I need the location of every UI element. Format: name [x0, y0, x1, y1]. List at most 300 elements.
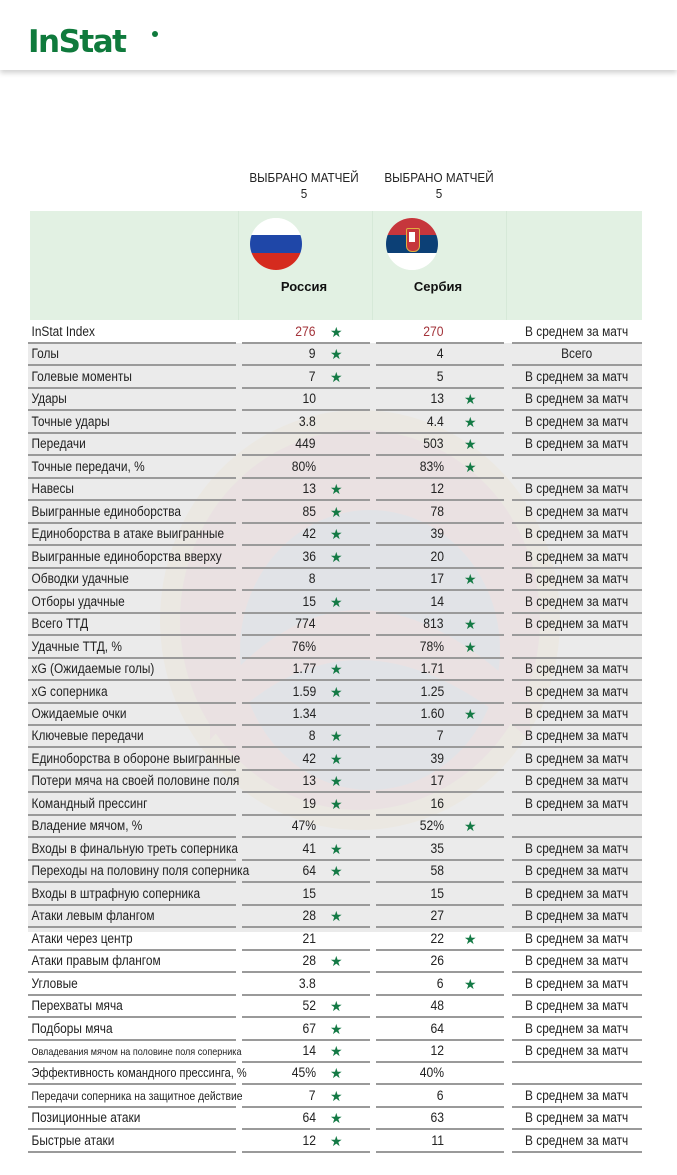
russia-value-cell: [242, 613, 370, 636]
serbia-value-cell: [376, 366, 504, 389]
stat-unit-text: В среднем за матч: [525, 324, 629, 339]
stat-label-text: xG (Ожидаемые голы): [31, 661, 155, 677]
russia-value-cell: [242, 321, 370, 344]
stat-unit: [512, 860, 642, 883]
russia-value: 80%: [291, 458, 316, 474]
stat-row: [0, 591, 677, 613]
stat-unit-text: В среднем за матч: [525, 368, 629, 384]
best-value-star-icon: ★: [330, 1087, 343, 1104]
stat-unit: [512, 636, 642, 659]
stat-label: [28, 1040, 242, 1063]
stat-row: [0, 523, 677, 545]
stat-row: [0, 658, 677, 680]
russia-value-cell: [242, 860, 370, 883]
stat-label: [28, 973, 236, 996]
stat-label-text: Атаки правым флангом: [31, 953, 161, 969]
stat-label-text: Эффективность командного прессинга, %: [31, 1066, 247, 1081]
russia-value-cell: [242, 748, 370, 771]
serbia-value-cell: [376, 725, 504, 748]
stat-label: [28, 928, 236, 951]
best-value-star-icon: ★: [464, 458, 477, 475]
russia-value-cell: [242, 591, 370, 614]
stat-label-text: Точные передачи, %: [31, 458, 145, 474]
stat-row: [0, 838, 677, 860]
stat-label: [28, 523, 236, 546]
stat-label-text: InStat Index: [31, 324, 95, 339]
russia-value-cell: [242, 928, 370, 951]
stat-row: [0, 411, 677, 433]
russia-value: 28: [302, 953, 316, 969]
serbia-value-cell: [376, 681, 504, 704]
stat-unit: [512, 725, 642, 748]
stat-label: [28, 681, 236, 704]
serbia-value: 4: [437, 346, 444, 362]
serbia-value-cell: [376, 591, 504, 614]
russia-value-cell: [242, 883, 370, 906]
stat-label: [28, 613, 236, 636]
russia-value: 10: [302, 391, 316, 407]
stat-label: [28, 1085, 243, 1108]
stat-unit: [512, 321, 642, 344]
stat-label-text: Входы в финальную треть соперника: [31, 840, 239, 856]
russia-value: 8: [309, 571, 316, 587]
serbia-value: 14: [430, 593, 444, 609]
stat-unit: [512, 456, 642, 479]
stat-unit: [512, 1062, 642, 1085]
stat-unit-text: В среднем за матч: [525, 750, 629, 766]
stat-label-text: Голы: [31, 346, 59, 362]
stat-label-text: Единоборства в атаке выигранные: [31, 526, 225, 542]
best-value-star-icon: ★: [464, 975, 477, 992]
stat-unit-text: В среднем за матч: [525, 863, 629, 879]
stat-label: [28, 905, 236, 928]
russia-value-cell: [242, 793, 370, 816]
stat-label: [28, 456, 236, 479]
stat-unit: [512, 613, 642, 636]
stat-label: [28, 568, 236, 591]
stat-label: [28, 658, 236, 681]
stat-unit-text: В среднем за матч: [525, 1132, 629, 1148]
russia-value-cell: [242, 388, 370, 411]
stat-unit-text: В среднем за матч: [525, 975, 629, 991]
stat-unit-text: Всего: [561, 346, 593, 362]
russia-value: 3.8: [299, 413, 316, 429]
stat-label-text: Передачи соперника на защитное действие: [31, 1088, 243, 1103]
stat-unit-text: В среднем за матч: [525, 885, 629, 901]
stat-unit: [512, 658, 642, 681]
stat-unit: [512, 478, 642, 501]
stat-label-text: Выигранные единоборства вверху: [31, 548, 222, 564]
stat-label: [28, 860, 250, 883]
russia-value-cell: [242, 501, 370, 524]
serbia-value: 26: [430, 953, 444, 969]
serbia-value: 6: [437, 975, 444, 991]
stat-label-text: Всего ТТД: [31, 616, 89, 632]
stat-unit: [512, 591, 642, 614]
instat-logo: InStat: [28, 24, 126, 60]
stat-unit-text: В среднем за матч: [525, 998, 629, 1014]
stat-row: [0, 1040, 677, 1062]
best-value-star-icon: ★: [464, 638, 477, 655]
stat-unit: [512, 681, 642, 704]
stat-unit-text: В среднем за матч: [525, 728, 629, 744]
stat-unit-text: В среднем за матч: [525, 773, 629, 789]
russia-value-cell: [242, 433, 370, 456]
stat-row: [0, 321, 677, 343]
serbia-value-cell: [376, 770, 504, 793]
best-value-star-icon: ★: [464, 436, 477, 453]
russia-value: 15: [302, 593, 316, 609]
stat-unit: [512, 703, 642, 726]
stat-label-text: Выигранные единоборства: [31, 503, 182, 519]
best-value-star-icon: ★: [464, 391, 477, 408]
russia-value: 13: [302, 481, 316, 497]
stat-unit: [512, 343, 642, 366]
russia-value: 41: [302, 840, 316, 856]
best-value-star-icon: ★: [330, 728, 343, 745]
russia-value-cell: [242, 725, 370, 748]
stat-row: [0, 613, 677, 635]
best-value-star-icon: ★: [330, 661, 343, 678]
stat-unit: [512, 905, 642, 928]
russia-value: 67: [302, 1020, 316, 1036]
russia-value-cell: [242, 1018, 370, 1041]
serbia-value-cell: [376, 636, 504, 659]
stat-label-text: Позиционные атаки: [31, 1110, 141, 1126]
best-value-star-icon: ★: [464, 616, 477, 633]
stat-row: [0, 1018, 677, 1040]
russia-value: 64: [302, 1110, 316, 1126]
serbia-value: 63: [430, 1110, 444, 1126]
stat-unit-text: В среднем за матч: [525, 391, 629, 407]
stat-label: [28, 478, 236, 501]
serbia-value: 16: [430, 795, 444, 811]
serbia-value: 64: [430, 1020, 444, 1036]
russia-value: 42: [302, 526, 316, 542]
stat-unit: [512, 1107, 642, 1130]
stat-unit: [512, 928, 642, 951]
stat-label-text: Удары: [31, 391, 67, 407]
stat-row: [0, 388, 677, 410]
stat-label-text: Потери мяча на своей половине поля: [31, 773, 240, 789]
best-value-star-icon: ★: [464, 705, 477, 722]
stat-label-text: Единоборства в обороне выигранные: [31, 750, 241, 766]
stat-unit-text: В среднем за матч: [525, 840, 629, 856]
serbia-value-cell: [376, 501, 504, 524]
serbia-value: 1.60: [420, 705, 444, 721]
russia-value-cell: [242, 905, 370, 928]
best-value-star-icon: ★: [330, 750, 343, 767]
serbia-value: 52%: [419, 818, 444, 834]
stat-label-text: Обводки удачные: [31, 571, 129, 587]
stat-label: [28, 703, 236, 726]
best-value-star-icon: ★: [330, 481, 343, 498]
best-value-star-icon: ★: [330, 795, 343, 812]
stat-label: [28, 1062, 247, 1085]
stat-label: [28, 748, 241, 771]
russia-value-cell: [242, 1107, 370, 1130]
russia-value-cell: [242, 411, 370, 434]
best-value-star-icon: ★: [330, 346, 343, 363]
stat-row: [0, 770, 677, 792]
stat-label: [28, 366, 236, 389]
stat-label-text: Отборы удачные: [31, 593, 125, 609]
russia-value-cell: [242, 815, 370, 838]
stat-row: [0, 793, 677, 815]
best-value-star-icon: ★: [330, 1043, 343, 1059]
serbia-value-cell: [376, 1130, 504, 1153]
stat-label-text: Точные удары: [31, 413, 110, 429]
russia-value: 19: [302, 795, 316, 811]
stat-label-text: Угловые: [31, 975, 78, 991]
stat-unit-text: В среднем за матч: [525, 571, 629, 587]
stat-label: [28, 343, 236, 366]
russia-value: 52: [302, 998, 316, 1014]
stat-unit: [512, 388, 642, 411]
russia-value: 8: [309, 728, 316, 744]
stat-label: [28, 433, 236, 456]
stat-unit: [512, 748, 642, 771]
russia-value: 36: [302, 548, 316, 564]
serbia-value-cell: [376, 1040, 504, 1063]
stat-label: [28, 770, 240, 793]
serbia-value: 35: [430, 840, 444, 856]
stat-unit-text: В среднем за матч: [525, 481, 629, 497]
russia-value-cell: [242, 681, 370, 704]
serbia-value-cell: [376, 343, 504, 366]
stat-label: [28, 501, 236, 524]
stat-unit-text: В среднем за матч: [525, 1020, 629, 1036]
serbia-value: 22: [430, 930, 444, 946]
stat-label-text: Ожидаемые очки: [31, 705, 127, 721]
serbia-value: 58: [430, 863, 444, 879]
stat-label-text: Навесы: [31, 481, 74, 497]
selected-matches-label: ВЫБРАНО МАТЧЕЙ: [249, 170, 359, 185]
stat-unit-text: В среднем за матч: [525, 436, 629, 452]
russia-value-cell: [242, 478, 370, 501]
serbia-value-cell: [376, 793, 504, 816]
serbia-value-cell: [376, 546, 504, 569]
serbia-value: 7: [437, 728, 444, 744]
stat-label-text: Быстрые атаки: [31, 1132, 115, 1148]
russia-value-cell: [242, 636, 370, 659]
logo-trademark-dot: [152, 31, 158, 37]
best-value-star-icon: ★: [330, 503, 343, 520]
stat-row: [0, 433, 677, 455]
serbia-value-cell: [376, 973, 504, 996]
russia-value: 1.77: [292, 661, 316, 677]
best-value-star-icon: ★: [330, 683, 343, 700]
best-value-star-icon: ★: [464, 818, 477, 835]
stat-unit-text: В среднем за матч: [525, 526, 629, 542]
russia-value: 449: [295, 436, 316, 452]
best-value-star-icon: ★: [330, 998, 343, 1015]
stat-row: [0, 905, 677, 927]
stat-row: [0, 973, 677, 995]
stat-unit-text: В среднем за матч: [525, 616, 629, 632]
stat-label: [28, 838, 239, 861]
serbia-value-cell: [376, 433, 504, 456]
stat-unit: [512, 1130, 642, 1153]
stat-label-text: Переходы на половину поля соперника: [31, 863, 250, 879]
serbia-value-cell: [376, 950, 504, 973]
russia-value: 9: [309, 346, 316, 362]
russia-value-cell: [242, 838, 370, 861]
serbia-value: 4.4: [427, 413, 444, 429]
stat-unit-text: В среднем за матч: [525, 503, 629, 519]
serbia-value-cell: [376, 321, 504, 344]
stat-label: [28, 793, 236, 816]
serbia-value: 503: [423, 436, 444, 452]
russia-value: 76%: [291, 638, 316, 654]
stat-unit: [512, 883, 642, 906]
stat-unit-text: В среднем за матч: [525, 1087, 629, 1103]
stat-label: [28, 636, 236, 659]
stat-row: [0, 1062, 677, 1084]
selected-matches-label: ВЫБРАНО МАТЧЕЙ: [384, 170, 494, 185]
russia-value: 21: [302, 930, 316, 946]
serbia-value: 13: [430, 391, 444, 407]
stat-row: [0, 366, 677, 388]
russia-value-cell: [242, 770, 370, 793]
serbia-value: 1.71: [420, 661, 444, 677]
stat-unit: [512, 793, 642, 816]
selected-matches-count: 5: [300, 186, 308, 201]
best-value-star-icon: ★: [330, 593, 343, 610]
russia-value: 14: [302, 1043, 316, 1058]
stat-unit: [512, 1018, 642, 1041]
serbia-value-cell: [376, 1085, 504, 1108]
stat-unit: [512, 568, 642, 591]
serbia-value-cell: [376, 1107, 504, 1130]
stat-row: [0, 546, 677, 568]
stat-unit-text: В среднем за матч: [525, 413, 629, 429]
serbia-value-cell: [376, 456, 504, 479]
russia-value-cell: [242, 703, 370, 726]
stat-unit: [512, 950, 642, 973]
stat-row: [0, 1130, 677, 1152]
best-value-star-icon: ★: [330, 1110, 343, 1127]
stat-label-text: Атаки через центр: [31, 930, 133, 946]
russia-value: 42: [302, 750, 316, 766]
russia-value-cell: [242, 1085, 370, 1108]
serbia-value-cell: [376, 815, 504, 838]
stat-row: [0, 748, 677, 770]
russia-flag-icon: [250, 218, 302, 270]
serbia-value-cell: [376, 523, 504, 546]
serbia-value-cell: [376, 1018, 504, 1041]
stat-row: [0, 950, 677, 972]
russia-value-cell: [242, 973, 370, 996]
stat-unit-text: В среднем за матч: [525, 593, 629, 609]
serbia-value: 12: [430, 1043, 444, 1058]
best-value-star-icon: ★: [330, 840, 343, 857]
serbia-flag-icon: [386, 218, 438, 270]
russia-value: 15: [302, 885, 316, 901]
stat-row: [0, 725, 677, 747]
serbia-value-cell: [376, 748, 504, 771]
stat-unit: [512, 1085, 642, 1108]
stat-row: [0, 1107, 677, 1129]
stat-label: [28, 815, 236, 838]
stat-row: [0, 928, 677, 950]
russia-value: 13: [302, 773, 316, 789]
stat-row: [0, 681, 677, 703]
serbia-value: 39: [430, 750, 444, 766]
stat-unit-text: В среднем за матч: [525, 953, 629, 969]
russia-value-cell: [242, 1130, 370, 1153]
serbia-value-cell: [376, 658, 504, 681]
serbia-value: 11: [431, 1132, 444, 1148]
stat-row: [0, 568, 677, 590]
best-value-star-icon: ★: [464, 413, 477, 430]
serbia-value-cell: [376, 860, 504, 883]
stat-unit: [512, 1040, 642, 1063]
serbia-value: 5: [437, 368, 444, 384]
serbia-value-cell: [376, 905, 504, 928]
stat-unit: [512, 546, 642, 569]
russia-value: 1.59: [292, 683, 316, 699]
serbia-selected-matches: [381, 170, 498, 202]
serbia-value-cell: [376, 883, 504, 906]
russia-value-cell: [242, 950, 370, 973]
stat-label: [28, 546, 236, 569]
stat-label-text: Передачи: [31, 436, 86, 452]
best-value-star-icon: ★: [330, 324, 343, 340]
stat-row: [0, 501, 677, 523]
stat-label: [28, 388, 236, 411]
russia-value: 47%: [291, 818, 316, 834]
russia-value: 7: [309, 1087, 316, 1103]
russia-value-cell: [242, 1040, 370, 1063]
russia-value: 85: [302, 503, 316, 519]
stat-unit: [512, 815, 642, 838]
serbia-value-cell: [376, 1062, 504, 1085]
best-value-star-icon: ★: [464, 571, 477, 588]
stat-unit-text: В среднем за матч: [525, 705, 629, 721]
serbia-value: 40%: [419, 1065, 444, 1081]
stat-row: [0, 1085, 677, 1107]
serbia-value: 12: [430, 481, 444, 497]
serbia-value-cell: [376, 388, 504, 411]
stat-row: [0, 703, 677, 725]
russia-value: 28: [302, 908, 316, 924]
stat-label-text: Удачные ТТД, %: [31, 638, 122, 654]
stat-label: [28, 1018, 236, 1041]
teams-header-banner: [30, 211, 642, 320]
stat-row: [0, 478, 677, 500]
stat-row: [0, 815, 677, 837]
best-value-star-icon: ★: [330, 908, 343, 925]
stat-label-text: Атаки левым флангом: [31, 908, 155, 924]
stat-unit-text: В среднем за матч: [525, 548, 629, 564]
serbia-value: 20: [430, 548, 444, 564]
stat-unit: [512, 770, 642, 793]
stat-label-text: Подборы мяча: [31, 1020, 113, 1036]
russia-value-cell: [242, 343, 370, 366]
serbia-value-cell: [376, 568, 504, 591]
serbia-value-cell: [376, 703, 504, 726]
stat-row: [0, 883, 677, 905]
serbia-value: 83%: [419, 458, 444, 474]
russia-value-cell: [242, 523, 370, 546]
russia-value: 64: [302, 863, 316, 879]
best-value-star-icon: ★: [330, 953, 343, 970]
serbia-value: 48: [430, 998, 444, 1014]
serbia-value-cell: [376, 478, 504, 501]
russia-value: 7: [309, 368, 316, 384]
stat-label-text: Перехваты мяча: [31, 998, 123, 1014]
